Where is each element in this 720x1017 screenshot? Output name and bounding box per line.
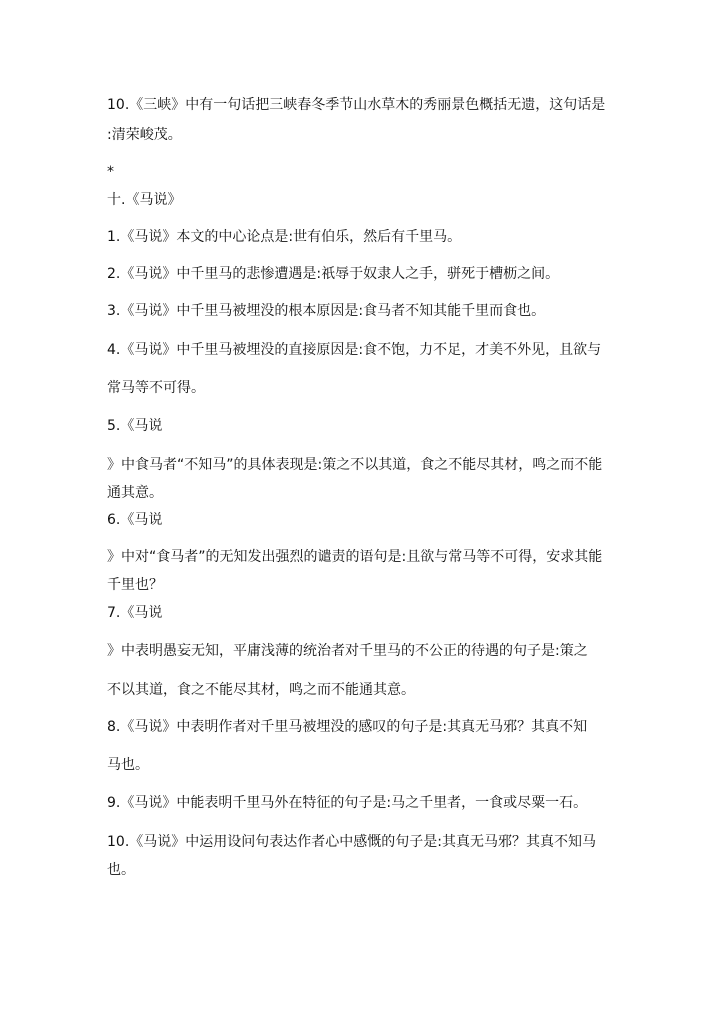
text-line: 10.《马说》中运用设问句表达作者心中感慨的句子是:其真无马邪？其真不知马 xyxy=(107,834,596,850)
text-line: 也。 xyxy=(107,862,135,878)
text-line: 8.《马说》中表明作者对千里马被埋没的感叹的句子是:其真无马邪？其真不知 xyxy=(107,719,588,735)
section-heading: 十.《马说》 xyxy=(107,192,182,208)
text-line: 3.《马说》中千里马被埋没的根本原因是:食马者不知其能千里而食也。 xyxy=(107,303,546,319)
text-line: 9.《马说》中能表明千里马外在特征的句子是:马之千里者，一食或尽粟一石。 xyxy=(107,795,588,811)
text-line: 》中表明愚妄无知，平庸浅薄的统治者对千里马的不公正的待遇的句子是:策之 xyxy=(107,643,588,659)
text-line: 1.《马说》本文的中心论点是:世有伯乐，然后有千里马。 xyxy=(107,229,462,245)
text-line: 》中食马者“不知马”的具体表现是:策之不以其道，食之不能尽其材，鸣之而不能 xyxy=(107,457,603,473)
text-line: 7.《马说 xyxy=(107,605,163,621)
text-line: 》中对“食马者”的无知发出强烈的谴责的语句是:且欲与常马等不可得，安求其能 xyxy=(107,549,603,565)
text-line: 6.《马说 xyxy=(107,512,163,528)
text-line: 通其意。 xyxy=(107,485,163,501)
text-line: 马也。 xyxy=(107,757,149,773)
text-line: 5.《马说 xyxy=(107,418,163,434)
text-line: 2.《马说》中千里马的悲惨遭遇是:祇辱于奴隶人之手，骈死于槽枥之间。 xyxy=(107,266,560,282)
text-line: :清荣峻茂。 xyxy=(107,127,182,143)
text-line: 千里也？ xyxy=(107,577,163,593)
text-line: 4.《马说》中千里马被埋没的直接原因是:食不饱，力不足，才美不外见，且欲与 xyxy=(107,342,602,358)
text-line: 常马等不可得。 xyxy=(107,380,205,396)
text-line: * xyxy=(107,164,114,180)
text-line: 10.《三峡》中有一句话把三峡春冬季节山水草木的秀丽景色概括无遗，这句话是 xyxy=(107,97,606,113)
text-line: 不以其道，食之不能尽其材，鸣之而不能通其意。 xyxy=(107,682,415,698)
